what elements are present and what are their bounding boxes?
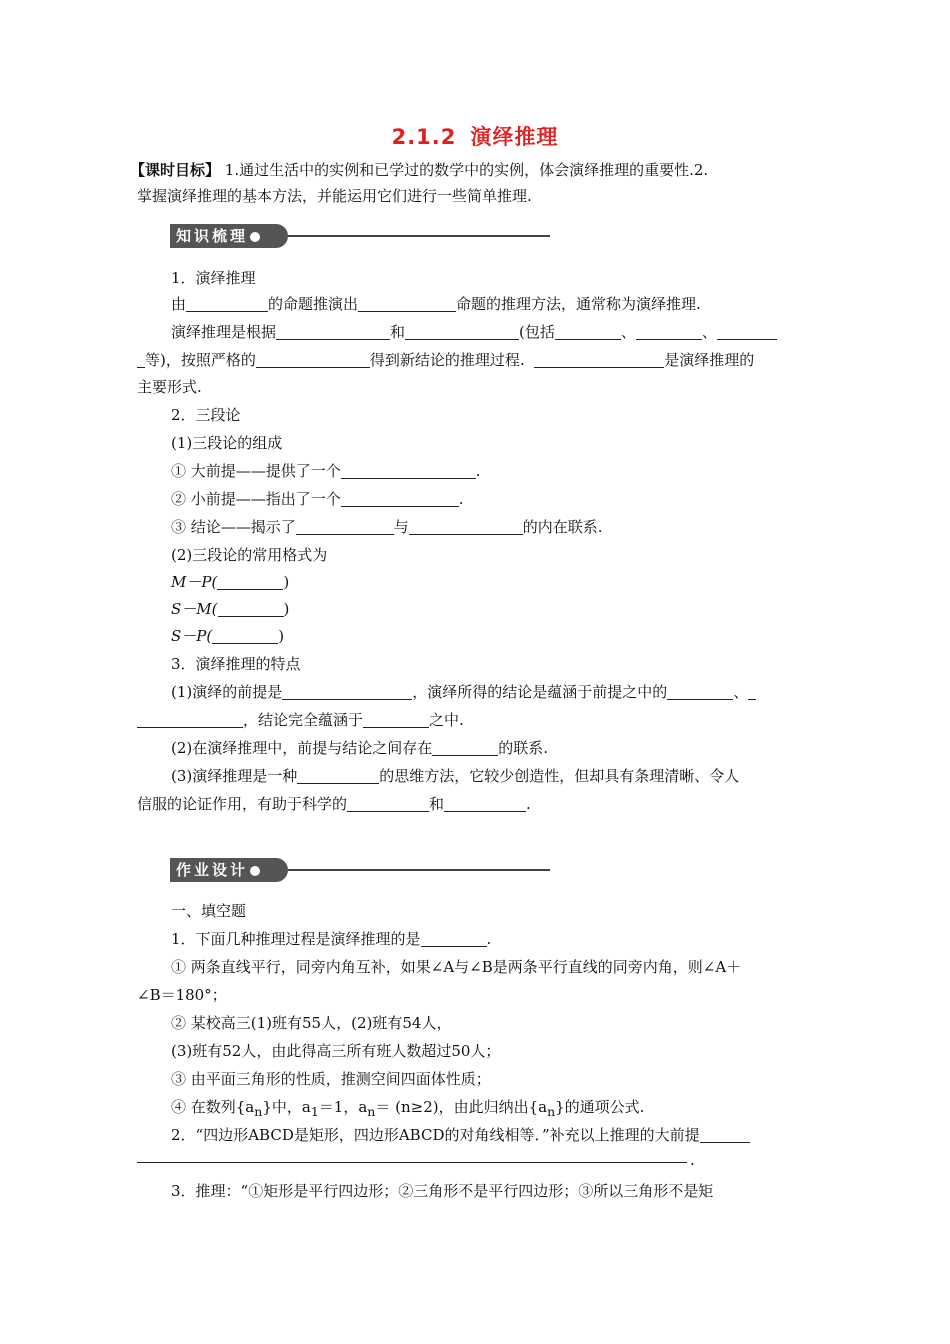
text: }中，a — [262, 1098, 311, 1116]
heading-fill-blank: 一、填空题 — [171, 902, 247, 920]
goals-text-1: 1.通过生活中的实例和已学过的数学中的实例，体会演绎推理的重要性.2. — [224, 161, 709, 179]
q2-end: . — [690, 1151, 695, 1169]
format-line-sp — [171, 626, 847, 646]
text: (1)演绎的前提是 — [171, 683, 283, 701]
answer-blank[interactable] — [282, 684, 412, 700]
q1-option-1: ① 两条直线平行，同旁内角互补，如果∠A与∠B是两条平行直线的同旁内角，则∠A＋ — [171, 958, 742, 976]
feature-2 — [171, 738, 847, 758]
text: 和 — [390, 323, 406, 341]
subheading-format: (2)三段论的常用格式为 — [171, 546, 328, 564]
section-header-homework — [170, 858, 550, 884]
answer-blank[interactable] — [636, 324, 702, 340]
answer-blank[interactable] — [186, 296, 268, 312]
goals-line-2 — [137, 186, 813, 206]
question-1 — [171, 929, 847, 949]
feature-3 — [171, 766, 847, 786]
formula: S－P( — [171, 627, 213, 645]
goals-tag: 【课时目标】 — [130, 161, 221, 179]
answer-blank[interactable] — [534, 352, 664, 368]
text: 是演绎推理的 — [664, 351, 755, 369]
text: . — [526, 795, 531, 813]
title-text: 演绎推理 — [470, 125, 559, 149]
section-rule — [288, 869, 550, 871]
text: 2．“四边形ABCD是矩形，四边形ABCD的对角线相等．”补充以上推理的大前提 — [171, 1126, 700, 1144]
feature-3-cont — [137, 794, 813, 814]
text: 的内在联系. — [522, 518, 603, 536]
text: 1．下面几种推理过程是演绎推理的是 — [171, 930, 421, 948]
section-rule — [288, 235, 550, 237]
section-label: 作业设计 — [176, 861, 249, 879]
text: . — [475, 462, 481, 480]
bullet-dot-icon — [250, 866, 260, 876]
format-line-mp — [171, 572, 847, 592]
text: ③ 结论——揭示了 — [171, 518, 296, 536]
answer-blank[interactable] — [444, 796, 526, 812]
answer-line[interactable] — [137, 1162, 687, 1163]
section-label-box — [170, 858, 288, 882]
answer-blank[interactable] — [748, 684, 756, 700]
text: ＝1，a — [318, 1098, 368, 1116]
subheading-composition: (1)三段论的组成 — [171, 434, 283, 452]
text: }的通项公式. — [555, 1098, 645, 1116]
text: . — [486, 930, 492, 948]
answer-blank[interactable] — [409, 519, 523, 535]
text: 和 — [429, 795, 445, 813]
answer-blank[interactable] — [555, 324, 621, 340]
section-label: 知识梳理 — [176, 227, 249, 245]
subscript: n — [367, 1104, 376, 1119]
q1-option-3: ③ 由平面三角形的性质，推测空间四面体性质； — [171, 1070, 491, 1088]
heading-deduction: 1．演绎推理 — [171, 269, 256, 287]
feature-1 — [171, 682, 847, 702]
para-4: 主要形式. — [137, 378, 202, 396]
text: 等)，按照严格的 — [145, 351, 256, 369]
text: 的联系. — [498, 739, 549, 757]
text: . — [458, 490, 464, 508]
text: 之中. — [429, 711, 464, 729]
text: ) — [283, 573, 290, 591]
feature-1-cont — [137, 710, 813, 730]
answer-blank[interactable] — [218, 601, 284, 617]
answer-blank[interactable] — [212, 628, 278, 644]
text: ，演绎所得的结论是蕴涵于前提之中的 — [412, 683, 668, 701]
answer-blank[interactable] — [347, 796, 429, 812]
answer-blank[interactable] — [363, 712, 429, 728]
answer-blank[interactable] — [217, 574, 283, 590]
answer-blank[interactable] — [137, 712, 243, 728]
answer-blank[interactable] — [296, 519, 394, 535]
q1-option-4 — [171, 1097, 847, 1122]
text: ④ 在数列{a — [171, 1098, 255, 1116]
formula: S－M( — [171, 600, 218, 618]
answer-blank[interactable] — [700, 1127, 750, 1143]
answer-blank[interactable] — [276, 324, 390, 340]
formula: M－P( — [171, 573, 218, 591]
section-label-box — [170, 224, 288, 248]
text: 由 — [171, 295, 187, 313]
q1-option-1-cont: ∠B＝180°； — [137, 986, 227, 1004]
answer-blank[interactable] — [137, 352, 145, 368]
text: (2)在演绎推理中，前提与结论之间存在 — [171, 739, 433, 757]
text: ① 大前提——提供了一个 — [171, 462, 341, 480]
answer-blank[interactable] — [297, 768, 379, 784]
text: 信服的论证作用，有助于科学的 — [137, 795, 348, 813]
text: 、 — [733, 683, 749, 701]
answer-blank[interactable] — [256, 352, 370, 368]
text: ) — [278, 627, 285, 645]
heading-features: 3．演绎推理的特点 — [171, 655, 301, 673]
question-3: 3．推理：“①矩形是平行四边形；②三角形不是平行四边形；③所以三角形不是矩 — [171, 1182, 714, 1200]
answer-blank[interactable] — [717, 324, 777, 340]
subscript: n — [547, 1104, 556, 1119]
text: 的思维方法，它较少创造性，但却具有条理清晰、令人 — [379, 767, 740, 785]
para-2 — [171, 322, 847, 342]
text: 、 — [701, 323, 717, 341]
q1-option-2: ② 某校高三(1)班有55人，(2)班有54人， — [171, 1014, 452, 1032]
answer-blank[interactable] — [405, 324, 519, 340]
answer-blank[interactable] — [421, 931, 487, 947]
text: (包括 — [519, 323, 555, 341]
answer-blank[interactable] — [341, 491, 459, 507]
goals-line-1 — [130, 160, 806, 180]
q1-option-2-cont: (3)班有52人，由此得高三所有班人数超过50人； — [171, 1042, 501, 1060]
text: 命题的推理方法，通常称为演绎推理. — [456, 295, 701, 313]
text: 、 — [620, 323, 636, 341]
answer-blank[interactable] — [341, 463, 476, 479]
subscript: n — [254, 1104, 263, 1119]
text: ) — [283, 600, 290, 618]
answer-blank[interactable] — [358, 296, 456, 312]
bullet-dot-icon — [250, 232, 260, 242]
subscript: 1 — [310, 1104, 319, 1119]
text: 与 — [393, 518, 409, 536]
answer-blank[interactable] — [667, 684, 733, 700]
text: ，结论完全蕴涵于 — [243, 711, 364, 729]
text: 演绎推理是根据 — [171, 323, 277, 341]
text: ② 小前提——指出了一个 — [171, 490, 341, 508]
page-title — [0, 121, 950, 151]
question-2 — [171, 1125, 847, 1145]
para-3 — [137, 350, 813, 370]
item-minor-premise — [171, 489, 847, 509]
section-header-knowledge — [170, 224, 550, 250]
section-number: 2.1.2 — [391, 125, 457, 149]
text: (3)演绎推理是一种 — [171, 767, 298, 785]
text: 得到新结论的推理过程. — [369, 351, 525, 369]
heading-syllogism: 2．三段论 — [171, 406, 241, 424]
item-conclusion — [171, 517, 847, 537]
para-1 — [171, 294, 847, 314]
answer-blank[interactable] — [432, 740, 498, 756]
format-line-sm — [171, 599, 847, 619]
item-major-premise — [171, 461, 847, 481]
text: 的命题推演出 — [268, 295, 359, 313]
text: ＝ (n≥2)，由此归纳出{a — [375, 1098, 548, 1116]
goals-text-2: 掌握演绎推理的基本方法，并能运用它们进行一些简单推理. — [137, 187, 532, 205]
